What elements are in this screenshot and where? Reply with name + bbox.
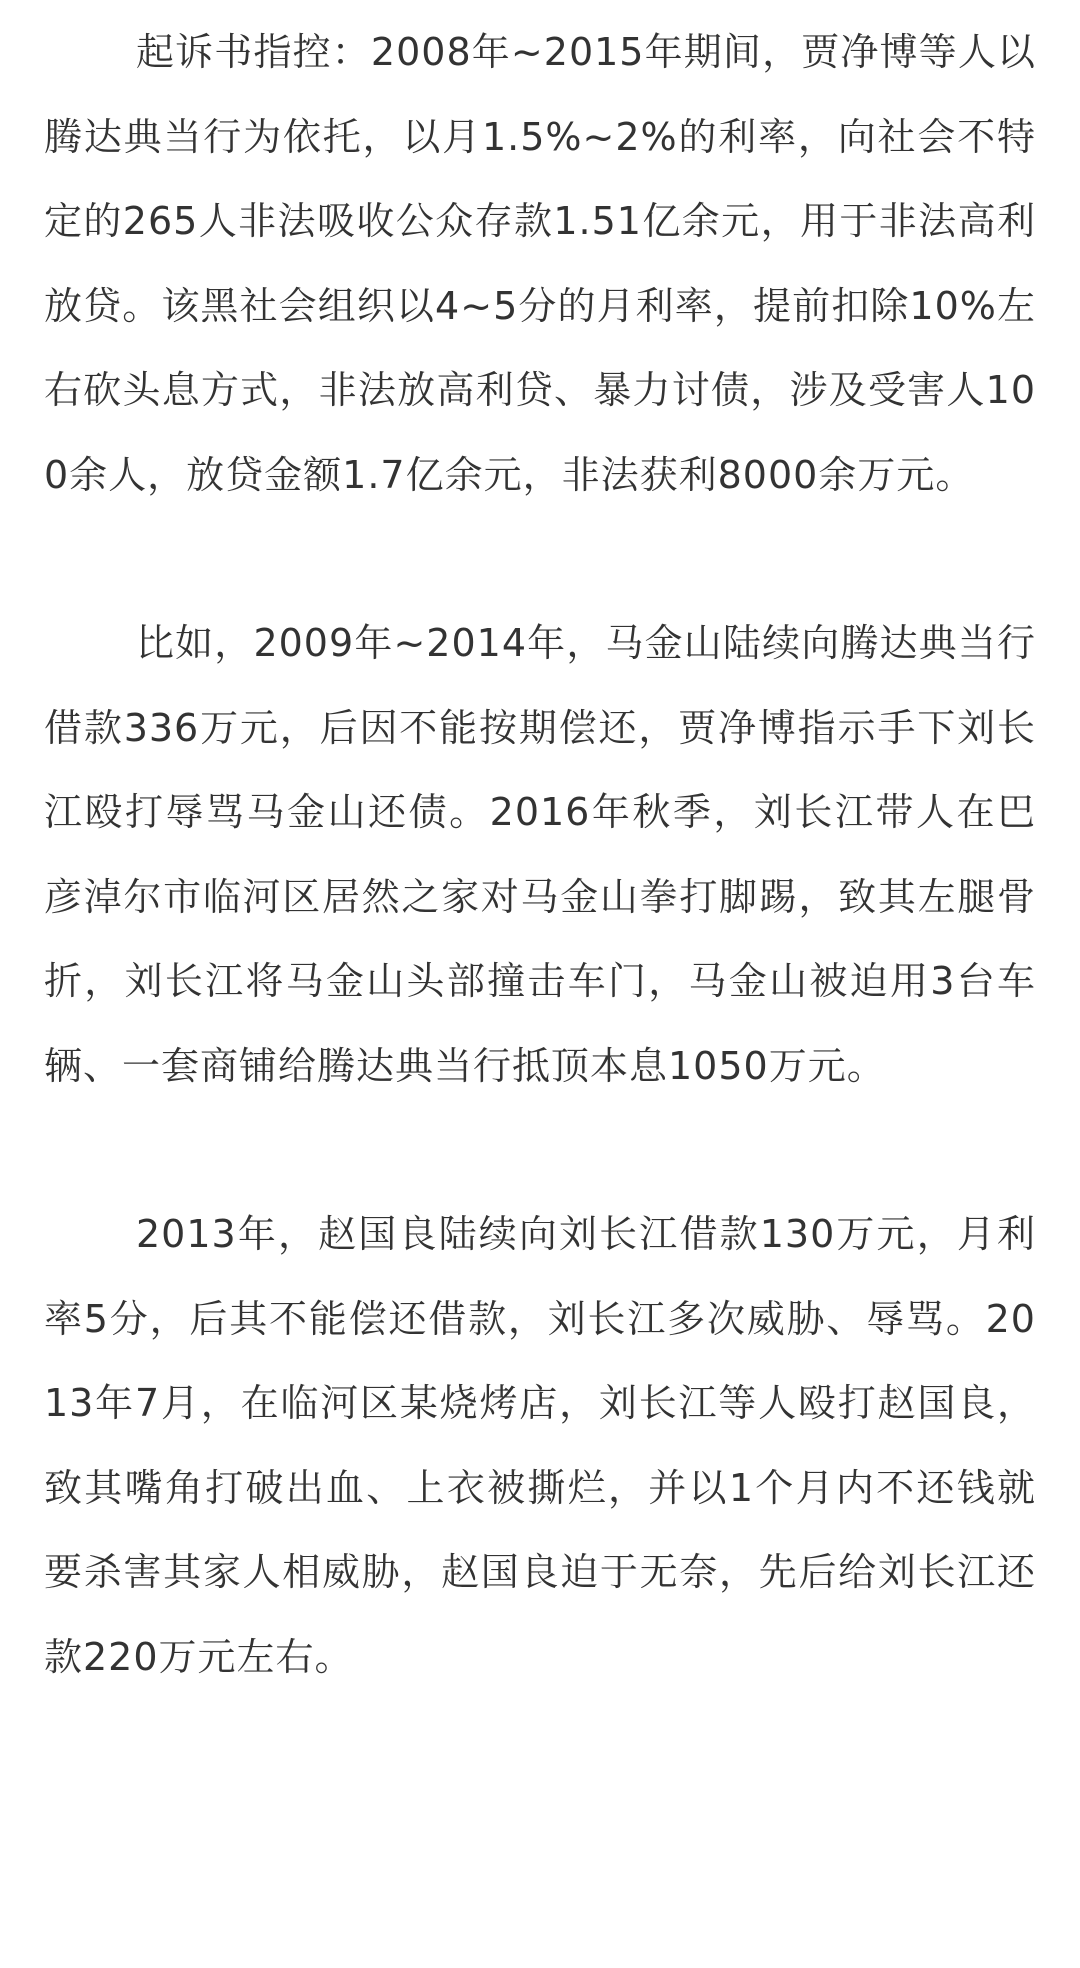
paragraph-indictment: 起诉书指控：2008年~2015年期间，贾净博等人以腾达典当行为依托，以月1.5%~2%的利率，向社会不特定的265人非法吸收公众存款1.51亿余元，用于非法高利放贷。该黑社会组织以4~5分的月利率，提前扣除10%左右砍头息方式，非法放高利贷、暴力讨债，涉及受害人100余人，放贷金额1.7亿余元，非法获利8000余万元。: [44, 30, 1036, 497]
article-body: [44, 10, 1036, 1699]
paragraph-case-zhao-guoliang: 2013年，赵国良陆续向刘长江借款130万元，月利率5分，后其不能偿还借款，刘长江多次威胁、辱骂。2013年7月，在临河区某烧烤店，刘长江等人殴打赵国良，致其嘴角打破出血、上衣被撕烂，并以1个月内不还钱就要杀害其家人相威胁，赵国良迫于无奈，先后给刘长江还款220万元左右。: [44, 1212, 1036, 1679]
paragraph-case-ma-jinshan: 比如，2009年~2014年，马金山陆续向腾达典当行借款336万元，后因不能按期偿还，贾净博指示手下刘长江殴打辱骂马金山还债。2016年秋季，刘长江带人在巴彦淖尔市临河区居然之家对马金山拳打脚踢，致其左腿骨折，刘长江将马金山头部撞击车门，马金山被迫用3台车辆、一套商铺给腾达典当行抵顶本息1050万元。: [44, 621, 1036, 1088]
